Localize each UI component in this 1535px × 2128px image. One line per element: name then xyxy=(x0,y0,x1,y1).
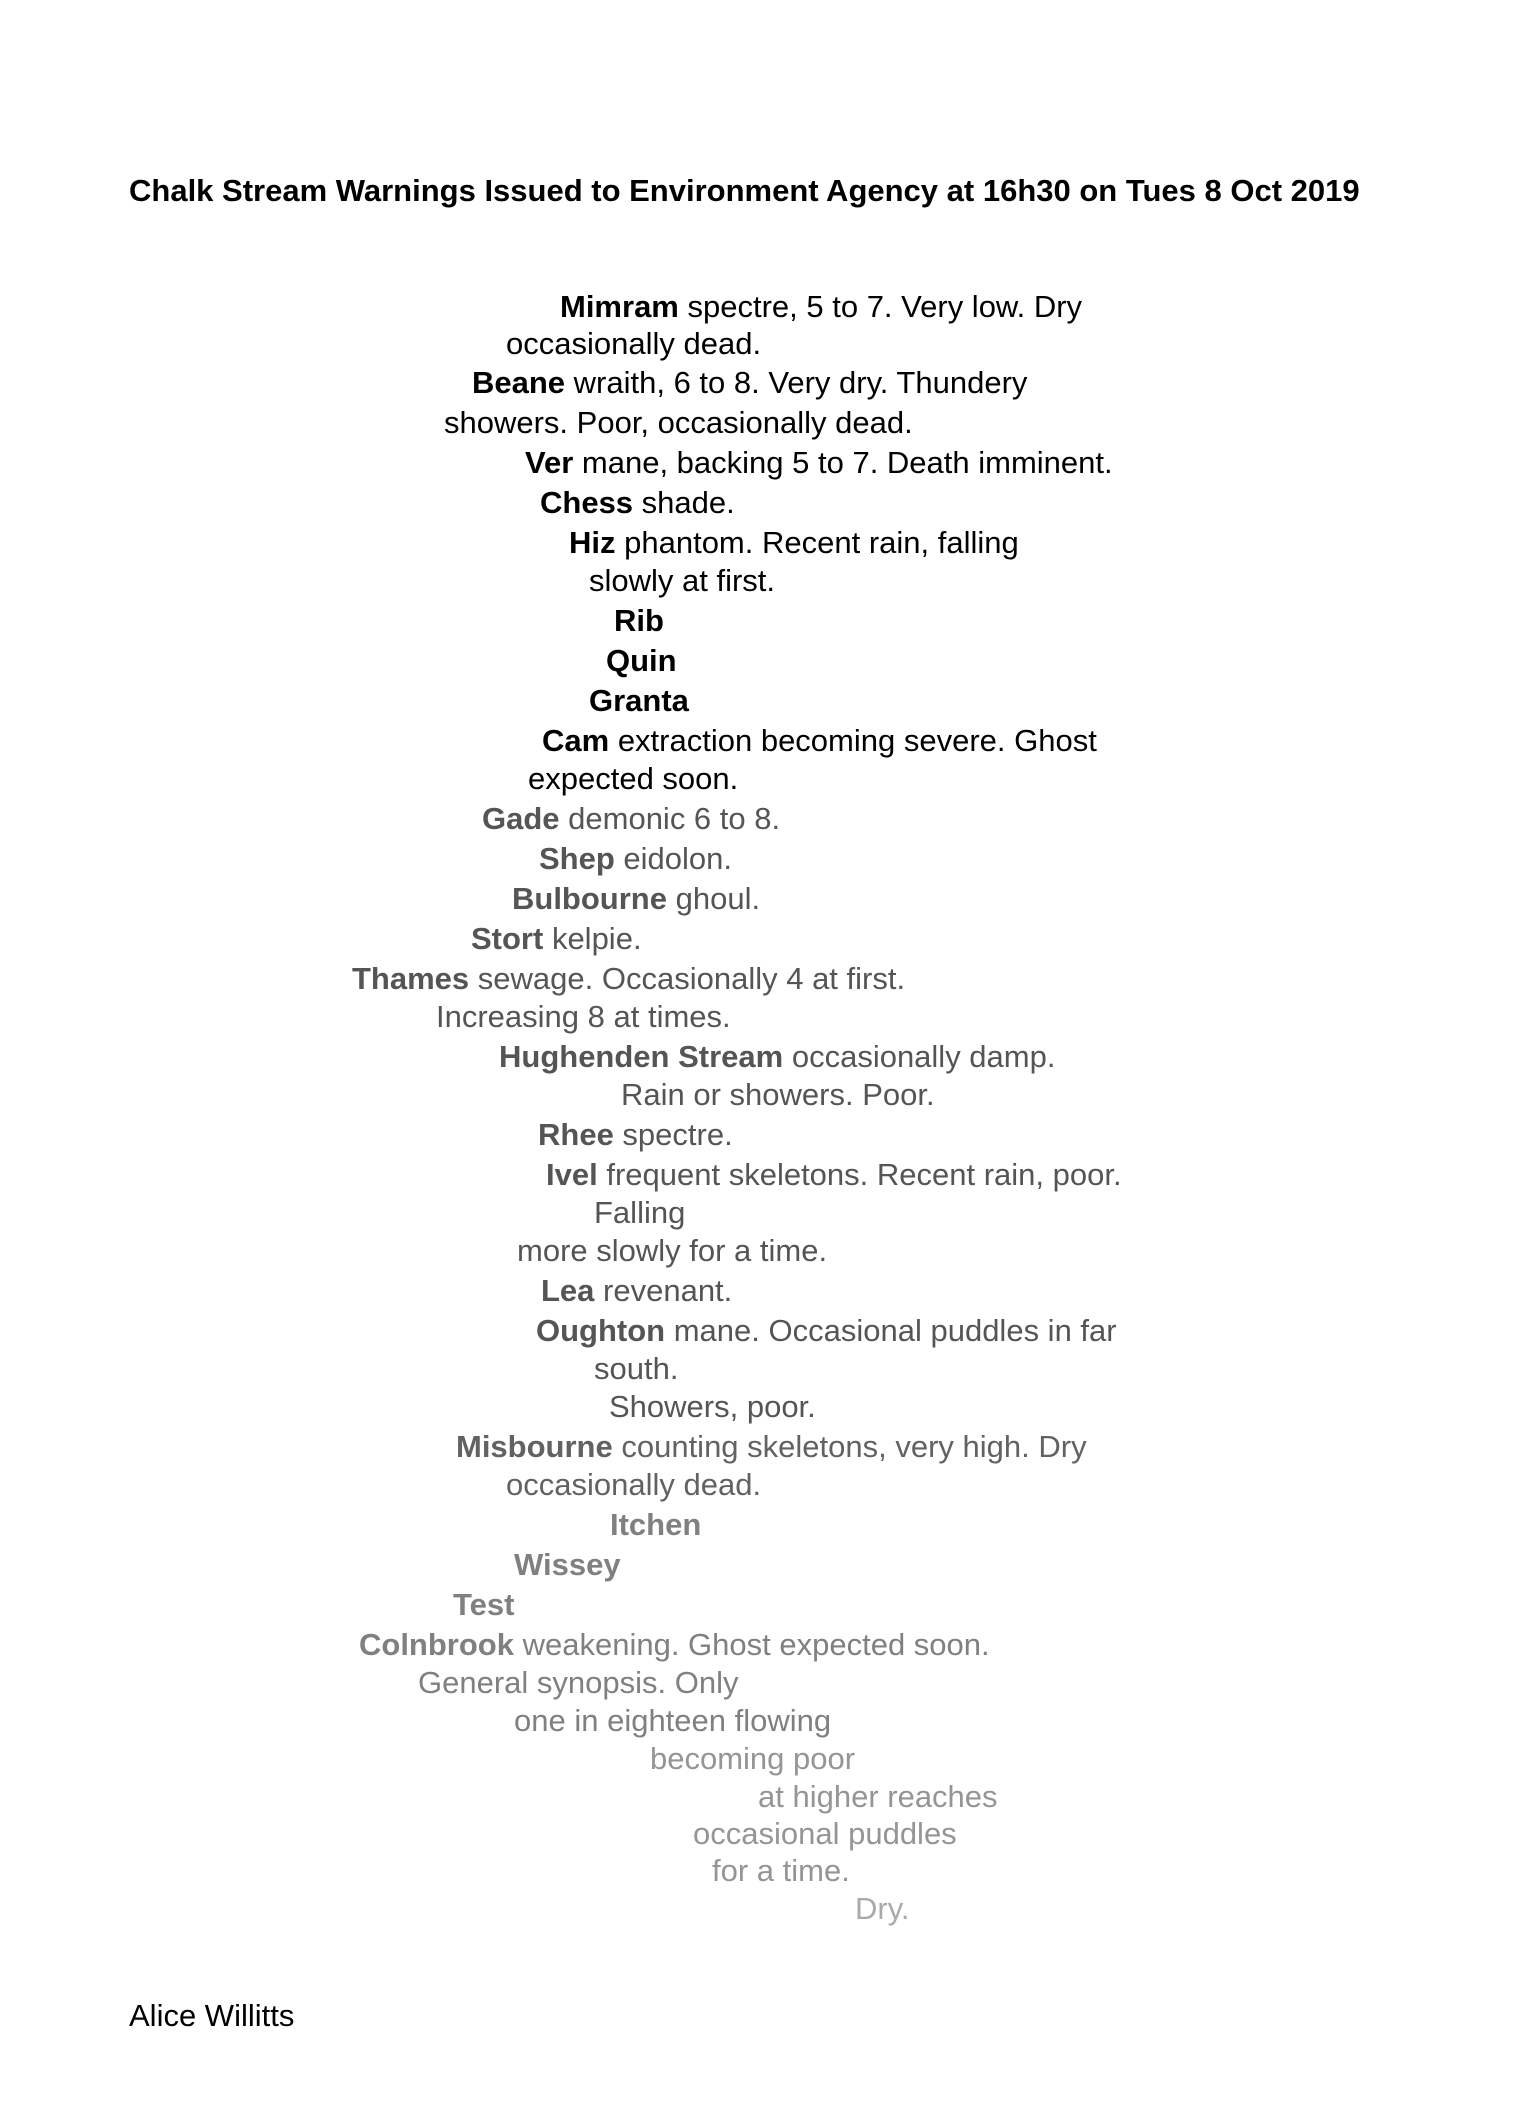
stream-name: Gade xyxy=(482,801,560,836)
forecast-text: Showers, poor. xyxy=(609,1389,816,1424)
stream-name: Hiz xyxy=(569,525,616,560)
forecast-text: slowly at first. xyxy=(589,563,776,598)
forecast-text: occasionally dead. xyxy=(506,326,762,361)
forecast-text: expected soon. xyxy=(528,761,739,796)
stream-name: Shep xyxy=(539,841,615,876)
poem-line xyxy=(436,1001,731,1032)
forecast-text: for a time. xyxy=(712,1853,850,1888)
poem-line xyxy=(444,407,913,438)
stream-name: Colnbrook xyxy=(359,1627,514,1662)
forecast-text: occasionally damp. xyxy=(783,1039,1056,1074)
poem-line xyxy=(589,685,689,716)
poem-line xyxy=(456,1431,1087,1462)
forecast-text: phantom. Recent rain, falling xyxy=(615,525,1019,560)
forecast-text: at higher reaches xyxy=(758,1779,998,1814)
forecast-text: occasional puddles xyxy=(693,1816,957,1851)
stream-name: Oughton xyxy=(536,1313,666,1348)
poem-line xyxy=(506,1469,761,1500)
poem-line xyxy=(359,1629,990,1660)
forecast-text: kelpie. xyxy=(543,921,642,956)
poem-line xyxy=(589,565,775,596)
poem-line xyxy=(546,1159,1122,1190)
poem-line xyxy=(528,763,738,794)
forecast-text: Rain or showers. Poor. xyxy=(621,1077,935,1112)
stream-name: Test xyxy=(453,1587,515,1622)
poem-line xyxy=(536,1315,1117,1346)
poem-line xyxy=(418,1667,738,1698)
stream-name: Beane xyxy=(472,365,566,400)
stream-name: Itchen xyxy=(610,1507,702,1542)
forecast-text: revenant. xyxy=(594,1273,733,1308)
poem-line xyxy=(542,725,1097,756)
forecast-text: weakening. Ghost expected soon. xyxy=(514,1627,990,1662)
forecast-text: eidolon. xyxy=(614,841,733,876)
poem-line xyxy=(594,1353,678,1384)
poem-line xyxy=(525,447,1113,478)
stream-name: Thames xyxy=(352,961,470,996)
forecast-text: spectre. xyxy=(613,1117,733,1152)
forecast-text: spectre, 5 to 7. Very low. Dry xyxy=(678,289,1083,324)
forecast-text: sewage. Occasionally 4 at first. xyxy=(469,961,906,996)
poem-line xyxy=(560,291,1082,322)
poem-line xyxy=(712,1855,850,1886)
stream-name: Mimram xyxy=(560,289,679,324)
forecast-text: showers. Poor, occasionally dead. xyxy=(444,405,913,440)
poem-line xyxy=(514,1705,831,1736)
poem-line xyxy=(540,487,735,518)
poem-line xyxy=(506,328,761,359)
forecast-text: more slowly for a time. xyxy=(517,1233,828,1268)
poem-line xyxy=(471,923,642,954)
stream-name: Stort xyxy=(471,921,544,956)
poem-line xyxy=(650,1743,855,1774)
poem-line xyxy=(514,1549,621,1580)
stream-name: Hughenden Stream xyxy=(499,1039,784,1074)
stream-name: Granta xyxy=(589,683,689,718)
stream-name: Rhee xyxy=(538,1117,614,1152)
forecast-text: ghoul. xyxy=(667,881,761,916)
poem-line xyxy=(517,1235,827,1266)
forecast-text: mane, backing 5 to 7. Death imminent. xyxy=(573,445,1113,480)
forecast-text: mane. Occasional puddles in far xyxy=(665,1313,1117,1348)
forecast-text: one in eighteen flowing xyxy=(514,1703,832,1738)
forecast-text: Increasing 8 at times. xyxy=(436,999,731,1034)
forecast-text: occasionally dead. xyxy=(506,1467,762,1502)
poem-line xyxy=(453,1589,514,1620)
stream-name: Bulbourne xyxy=(512,881,667,916)
forecast-text: extraction becoming severe. Ghost xyxy=(609,723,1097,758)
poem-line xyxy=(499,1041,1055,1072)
forecast-text: Falling xyxy=(594,1195,686,1230)
poem-line xyxy=(614,605,664,636)
forecast-text: shade. xyxy=(633,485,735,520)
poem-line xyxy=(512,883,760,914)
poem-line xyxy=(472,367,1027,398)
poem-line xyxy=(693,1818,957,1849)
poem-line xyxy=(609,1391,816,1422)
forecast-text: south. xyxy=(594,1351,679,1386)
forecast-text: frequent skeletons. Recent rain, poor. xyxy=(597,1157,1122,1192)
stream-name: Cam xyxy=(542,723,610,758)
poem-line xyxy=(482,803,780,834)
stream-name: Ver xyxy=(525,445,574,480)
poem-line xyxy=(538,1119,733,1150)
forecast-text: demonic 6 to 8. xyxy=(559,801,781,836)
forecast-text: General synopsis. Only xyxy=(418,1665,739,1700)
stream-name: Lea xyxy=(541,1273,595,1308)
page-title: Chalk Stream Warnings Issued to Environment Agency at 16h30 on Tues 8 Oct 2019 xyxy=(129,173,1360,208)
poem-line xyxy=(621,1079,935,1110)
poem-line xyxy=(855,1893,910,1924)
poem-line xyxy=(758,1781,998,1812)
forecast-text: becoming poor xyxy=(650,1741,856,1776)
poem-line xyxy=(569,527,1019,558)
poem-line xyxy=(541,1275,732,1306)
forecast-text: counting skeletons, very high. Dry xyxy=(612,1429,1087,1464)
poem-line xyxy=(539,843,732,874)
stream-name: Ivel xyxy=(546,1157,598,1192)
stream-name: Wissey xyxy=(514,1547,621,1582)
poem-line xyxy=(594,1197,685,1228)
forecast-text: Dry. xyxy=(855,1891,910,1926)
author-name: Alice Willitts xyxy=(129,1998,295,2033)
poem-line xyxy=(610,1509,701,1540)
forecast-text: wraith, 6 to 8. Very dry. Thundery xyxy=(565,365,1028,400)
stream-name: Quin xyxy=(606,643,677,678)
stream-name: Misbourne xyxy=(456,1429,613,1464)
poem-line xyxy=(606,645,677,676)
stream-name: Chess xyxy=(540,485,634,520)
stream-name: Rib xyxy=(614,603,664,638)
poem-line xyxy=(352,963,905,994)
